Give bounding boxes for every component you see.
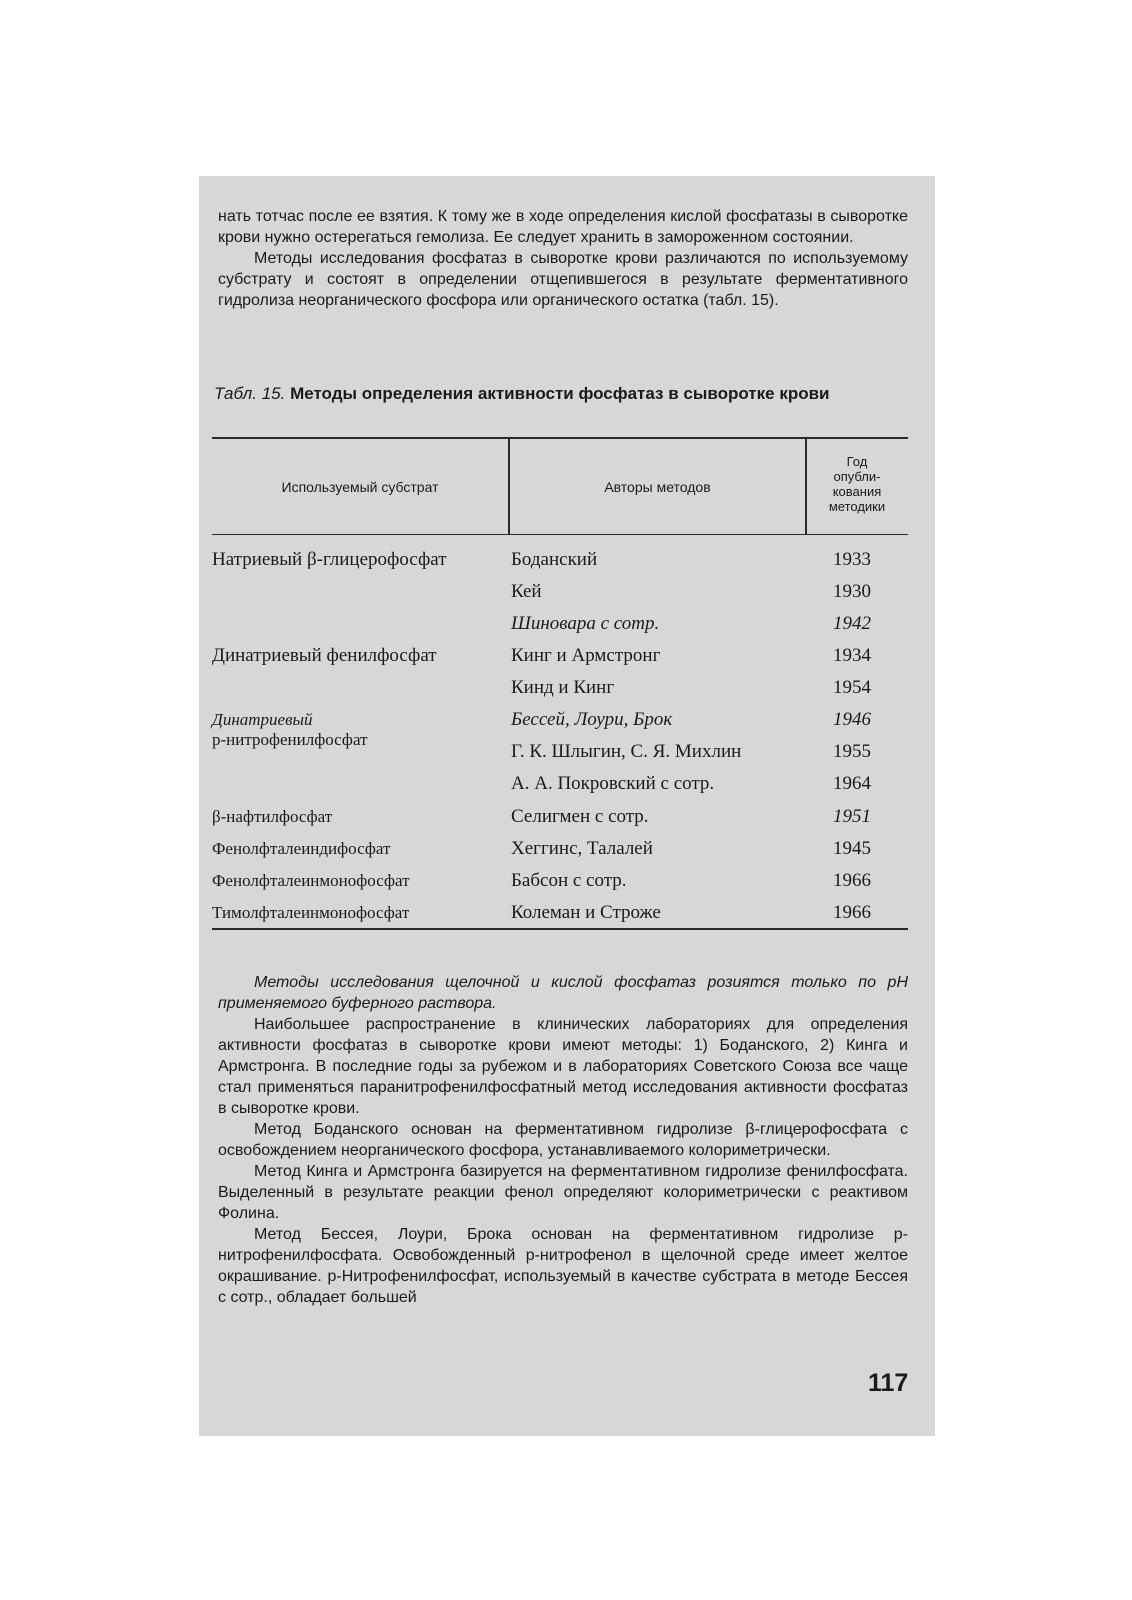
table-caption [214, 383, 908, 404]
cell-year: 1945 [833, 838, 871, 859]
header-year-line: опубли- [833, 469, 881, 484]
cell-author: Шиновара с сотр. [511, 613, 660, 634]
header-year-line: Год [846, 454, 868, 469]
cell-author: Бабсон с сотр. [511, 870, 627, 891]
cell-author: Кинг и Армстронг [511, 645, 661, 666]
cell-author: Боданский [511, 549, 598, 570]
header-substrate: Используемый субстрат [281, 479, 439, 495]
cell-year: 1934 [833, 645, 871, 666]
cell-author: Колеман и Строже [511, 902, 661, 923]
paragraph: Наибольшее распространение в клинических лабораториях для определения активности фосфатаз в сыворотке крови имеют методы: 1) Боданского, 2) Кинга и Армстронга. В последние годы за рубежом и в лабораториях Советского Союза все чаще стал применяться паранитрофенилфосфатный метод исследования активности фосфатаз в сыворотке крови. [218, 1016, 908, 1117]
paragraph [218, 972, 908, 1014]
cell-year: 1951 [833, 806, 871, 827]
paragraph: Метод Кинга и Армстронга базируется на ферментативном гидролизе фенилфосфата. Выделенный в результате реакции фенол определяют колориметрически с реактивом Фолина. [218, 1163, 908, 1222]
cell-year: 1966 [833, 902, 871, 923]
top-text [218, 206, 908, 311]
cell-author: Селигмен с сотр. [511, 806, 649, 827]
cell-year: 1966 [833, 870, 871, 891]
paragraph: нать тотчас после ее взятия. К тому же в ходе определения кислой фосфатазы в сыворотке крови нужно остерегаться гемолиза. Ее следует хранить в замороженном состоянии. [218, 208, 908, 246]
cell-author: А. А. Покровский с сотр. [511, 773, 715, 794]
cell-substrate: Динатриевый [212, 710, 313, 729]
bottom-text [218, 972, 908, 1308]
cell-substrate: Динатриевый фенилфосфат [212, 645, 437, 666]
paragraph: Метод Боданского основан на ферментативном гидролизе β-глицерофосфата с освобождением неорганического фосфора, устанавливаемого колориметрически. [218, 1121, 908, 1159]
cell-year: 1954 [833, 677, 871, 698]
cell-author: Хеггинс, Талалей [511, 838, 653, 859]
table-title: Методы определения активности фосфатаз в сыворотке крови [290, 384, 830, 403]
table-label: Табл. 15. [214, 384, 286, 403]
cell-author: Бессей, Лоури, Брок [511, 709, 673, 730]
header-year-line: методики [828, 499, 886, 514]
cell-year: 1933 [833, 549, 871, 570]
cell-year: 1930 [833, 581, 871, 602]
table-bottom-rule [212, 928, 908, 930]
cell-year: 1964 [833, 773, 871, 794]
table-header-rule [212, 534, 908, 535]
cell-substrate: Натриевый β-глицерофосфат [212, 549, 447, 570]
cell-author: Кей [511, 581, 542, 602]
paragraph: Методы исследования фосфатаз в сыворотке крови различаются по используемому субстрату и состоят в определении отщепившегося в результате ферментативного гидролиза неорганического фосфора или органического остатка (табл. 15). [218, 250, 908, 309]
cell-year: 1955 [833, 741, 871, 762]
cell-substrate: р-нитрофенилфосфат [212, 730, 368, 749]
cell-substrate: β-нафтилфосфат [212, 807, 333, 826]
header-authors: Авторы методов [604, 479, 711, 495]
cell-author: Кинд и Кинг [511, 677, 615, 698]
cell-substrate: Тимолфталеинмонофосфат [212, 903, 410, 922]
cell-author: Г. К. Шлыгин, С. Я. Михлин [511, 741, 742, 762]
header-year [807, 454, 907, 514]
cell-year: 1946 [833, 709, 871, 730]
cell-year: 1942 [833, 613, 871, 634]
page-number: 117 [868, 1369, 909, 1397]
paragraph: Метод Бессея, Лоури, Брока основан на ферментативном гидролизе р-нитрофенилфосфата. Освобожденный р-нитрофенол в щелочной среде имеет желтое окрашивание. р-Нитрофенилфосфат, используемый в качестве субстрата в методе Бессея с сотр., обладает большей [218, 1226, 908, 1306]
cell-substrate: Фенолфталеинмонофосфат [212, 871, 410, 890]
header-year-line: кования [832, 484, 882, 499]
paragraph-text: Методы исследования щелочной и кислой фосфатаз розиятся только по рН применяемого буферного раствора. [218, 974, 908, 1012]
table-top-rule [212, 437, 908, 439]
cell-substrate: Фенолфталеиндифосфат [212, 839, 391, 858]
